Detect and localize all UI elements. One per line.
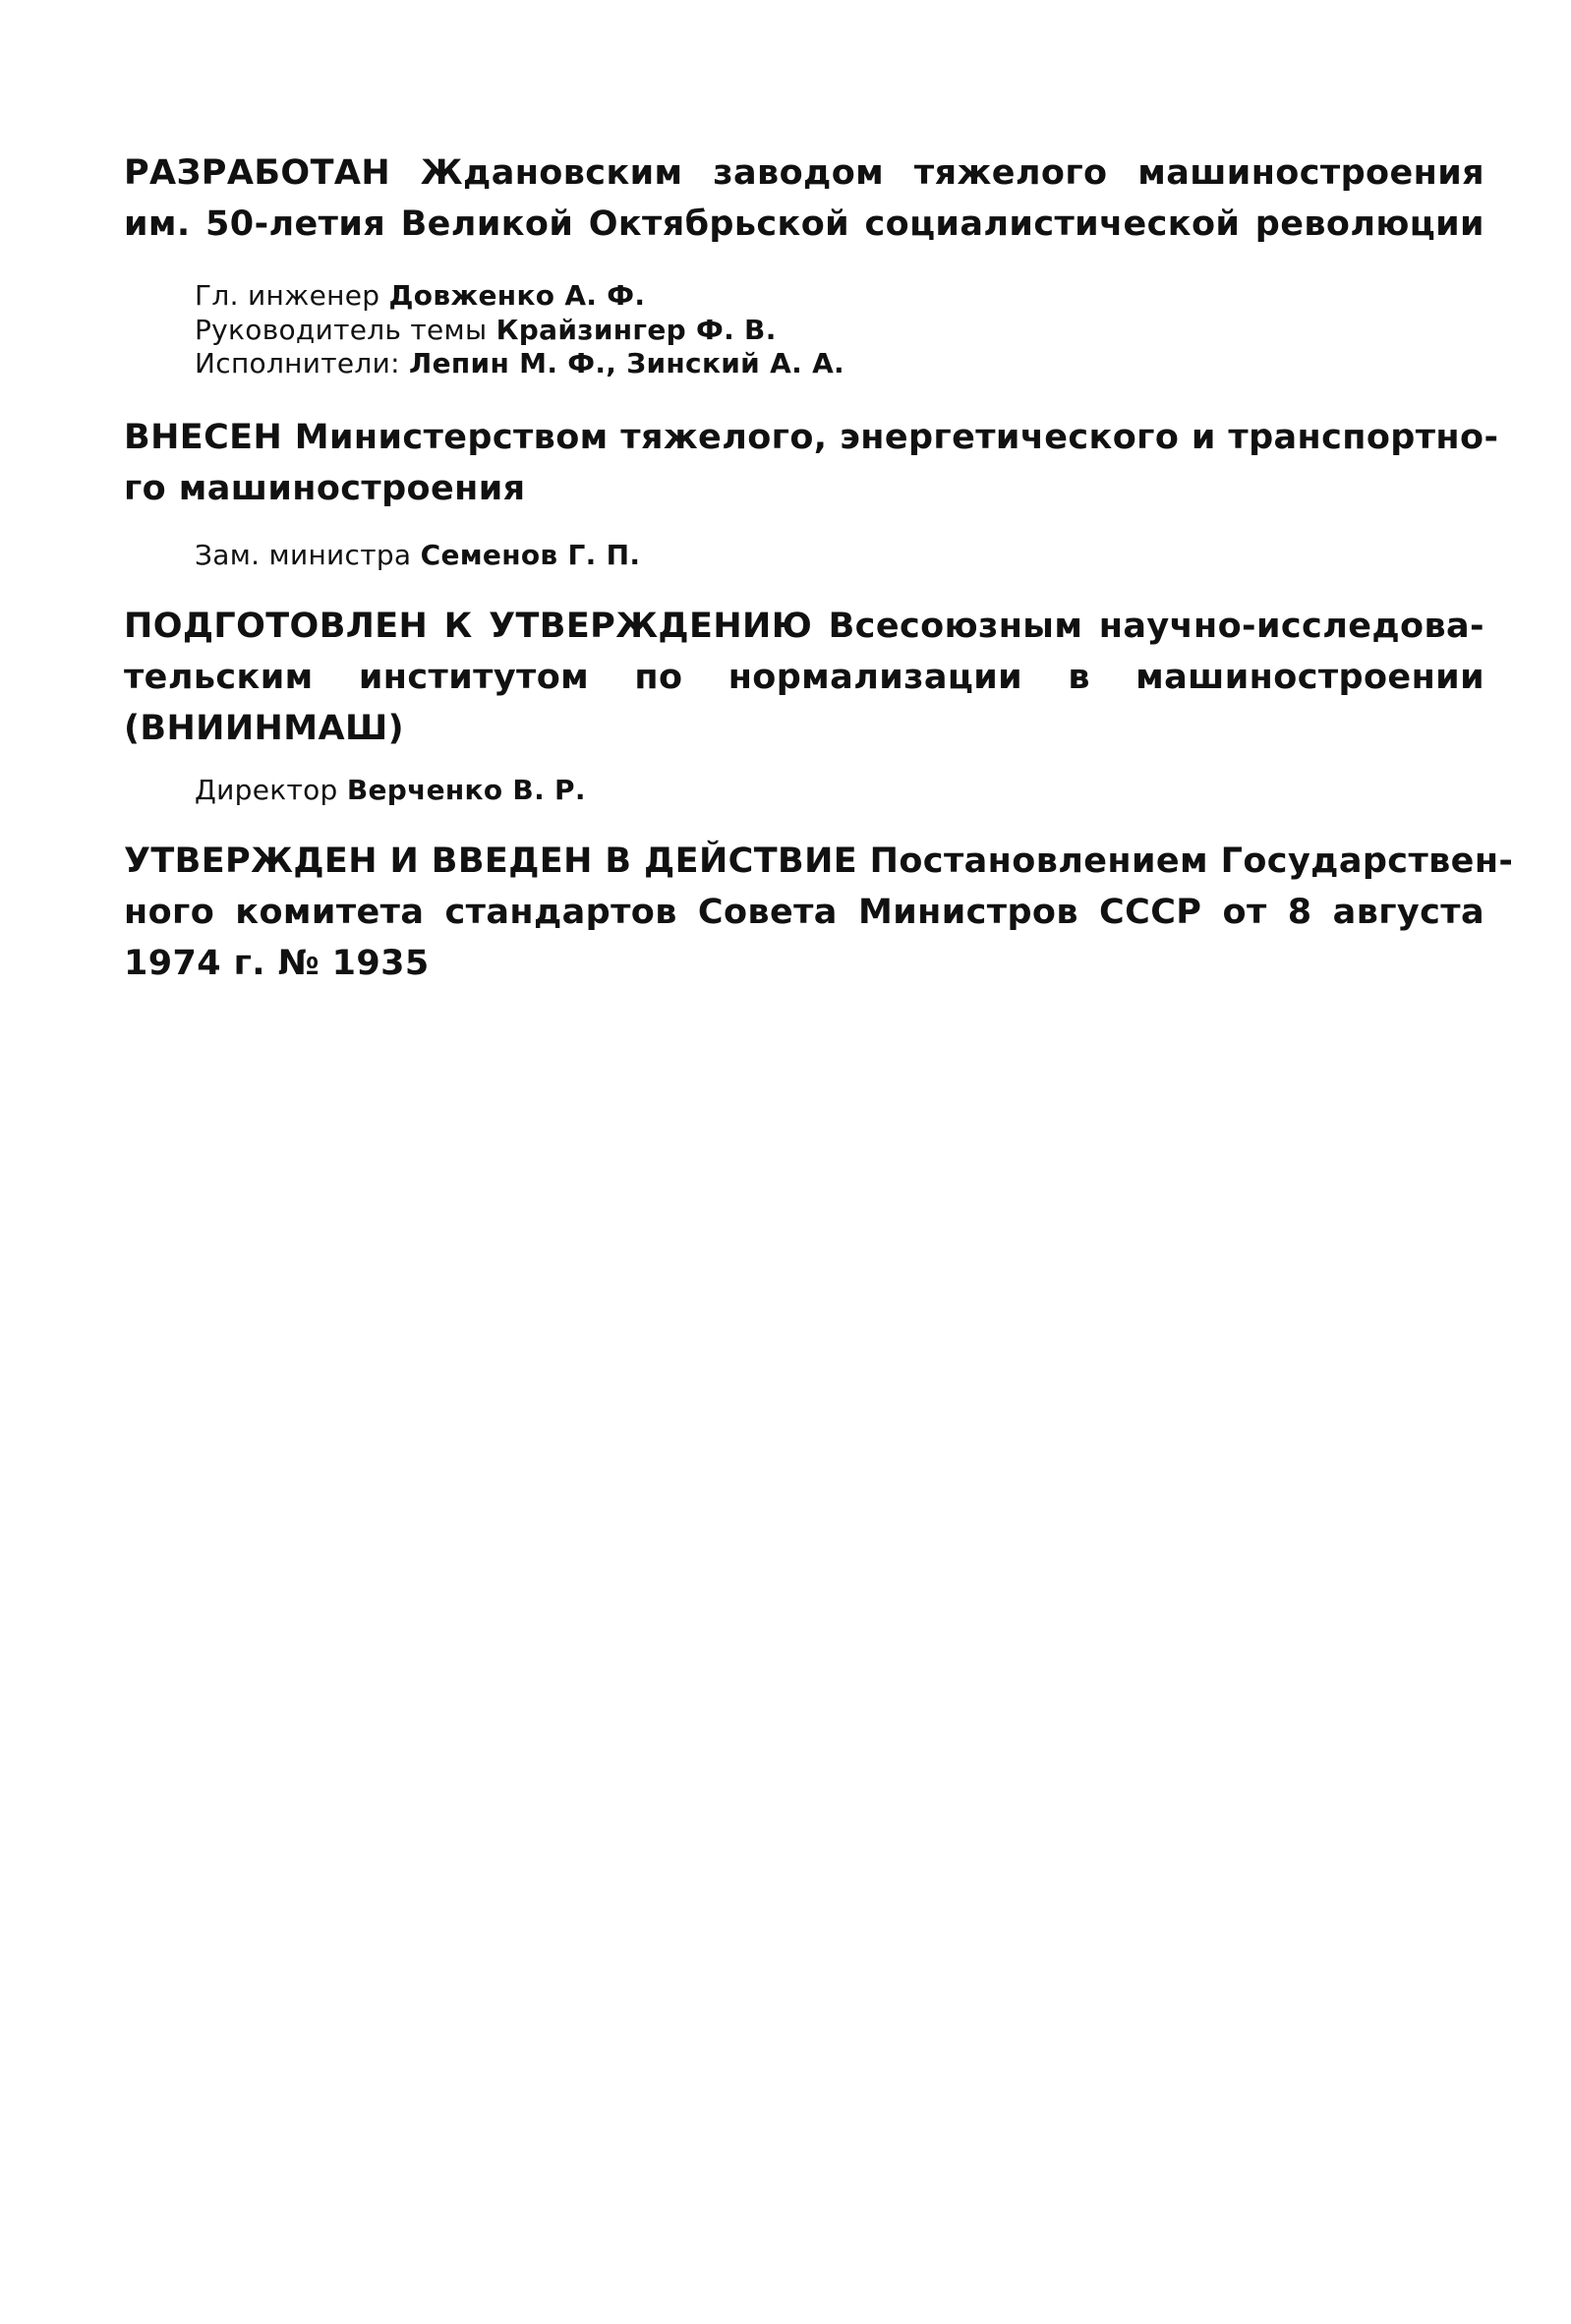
chief-engineer-line [195,276,645,315]
developed-line-1 [124,147,1484,199]
prepared-keyword: ПОДГОТОВЛЕН К УТВЕРЖДЕНИЮ [124,607,813,646]
deputy-name: Семенов Г. П. [420,539,641,571]
submitted-organization: Министерством тяжелого, энергетического и транспортно- [294,418,1499,457]
approved-keyword: УТВЕРЖДЕН И ВВЕДЕН В ДЕЙСТВИЕ [124,842,858,881]
developed-keyword: РАЗРАБОТАН [124,153,391,193]
developed-section [124,147,1484,250]
executors-names: Лепин М. Ф., Зинский А. А. [409,347,844,379]
prepared-section [124,601,1484,754]
approved-line-1 [124,836,1514,887]
deputy-role: Зам. министра [195,539,412,571]
deputy-line [195,536,640,574]
chief-engineer-name: Довженко А. Ф. [388,279,646,312]
submitted-keyword: ВНЕСЕН [124,418,283,457]
developed-organization: Ждановским заводом тяжелого машиностроения [420,153,1484,193]
developed-line-2: им. 50-летия Великой Октябрьской социалистической революции [124,204,1484,244]
director-role: Директор [195,774,338,806]
prepared-organization: Всесоюзным научно-исследова- [828,607,1484,646]
approved-section [124,836,1514,989]
submitted-line-2: го машиностроения [124,469,526,508]
director-line [195,771,586,809]
submitted-section [124,412,1499,514]
prepared-line-2: тельским институтом по нормализации в машиностроении [124,658,1484,697]
prepared-line-3: (ВНИИНМАШ) [124,709,404,748]
prepared-line-1 [124,601,1484,652]
submitted-line-1 [124,412,1499,463]
executors-line [195,344,844,382]
topic-lead-name: Крайзингер Ф. В. [495,314,777,346]
director-name: Верченко В. Р. [346,774,586,806]
approved-decree: Постановлением Государствен- [869,842,1514,881]
approved-line-2: ного комитета стандартов Совета Министров СССР от 8 августа [124,893,1484,932]
topic-lead-role: Руководитель темы [195,314,488,346]
approved-line-3: 1974 г. № 1935 [124,944,430,983]
chief-engineer-role: Гл. инженер [195,279,380,312]
executors-role: Исполнители: [195,347,400,379]
